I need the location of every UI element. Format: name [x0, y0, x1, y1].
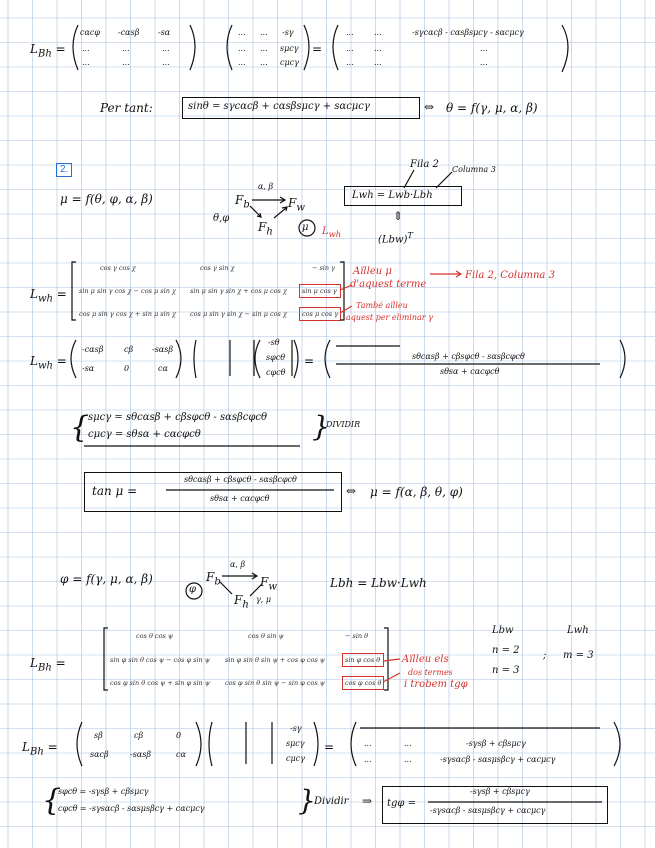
- lbh-mult-m1-r2c1: sαcβ: [90, 750, 109, 759]
- red-arrow: [383, 659, 400, 661]
- paren: [314, 722, 318, 766]
- res-r3c1: ...: [346, 58, 354, 67]
- m1-r3c3: ...: [162, 58, 170, 67]
- paren: [614, 722, 620, 766]
- dims-separator: ;: [543, 650, 547, 661]
- lwh-m-r2c1: sin μ sin γ cos χ − cos μ sin χ: [79, 287, 176, 295]
- paren: [209, 722, 212, 766]
- sys-eq1: sμcγ = sθcαsβ + cβsφcθ - sαsβcφcθ: [88, 412, 267, 423]
- diag3-fb: $F_b$: [206, 570, 221, 588]
- m1-r1c1: cαcφ: [80, 28, 100, 37]
- paren: [351, 722, 356, 766]
- note-aquest-terme: d'aquest terme: [350, 279, 427, 290]
- arrow-columna: [436, 172, 452, 188]
- lbh-mult-m2-r1: -sγ: [290, 724, 302, 733]
- m1-r2c3: ...: [162, 44, 170, 53]
- lwh-m-r2c2: sin μ sin γ sin χ + cos μ cos χ: [190, 287, 287, 295]
- lbh-mult-m1-r2c2: -sαsβ: [130, 750, 151, 759]
- last-right-brace: }: [298, 784, 316, 817]
- note-aillem-mu: Aïlleu μ: [353, 266, 392, 277]
- m1-r2c2: ...: [122, 44, 130, 53]
- arrow: [222, 573, 257, 579]
- paren: [196, 722, 201, 766]
- tan-mu-lhs: tan μ =: [92, 484, 138, 498]
- m3-label: m = 3: [563, 650, 594, 661]
- lwh-mult-res1: sθcαsβ + cβsφcθ - sαsβcφcθ: [412, 352, 525, 361]
- lbh-m-r1c3: − sin θ: [345, 632, 369, 640]
- lbh-mult-m1-r1c2: cβ: [134, 731, 144, 740]
- res-r1c3: -sγcαcβ - cαsβsμcγ - sαcμcγ: [412, 28, 524, 37]
- lwh-product-eq: Lwh = Lwb·Lbh: [352, 190, 433, 201]
- lbh-m-r2c2: sin φ sin θ sin ψ + cos φ cos ψ: [225, 656, 325, 664]
- tan-implies: ⇔: [346, 484, 357, 498]
- lwh-m-r1c3: − sin γ: [312, 264, 336, 272]
- paren: [304, 25, 309, 70]
- m1-r3c2: ...: [122, 58, 130, 67]
- system-brace: {: [70, 410, 90, 445]
- arrow-fh-fw: [274, 207, 287, 218]
- lbh-mult-m1-r1c1: sβ: [94, 731, 103, 740]
- red-arrow: [383, 673, 400, 682]
- paren: [194, 340, 196, 378]
- phi-function: φ = f(γ, μ, α, β): [60, 572, 153, 586]
- m2-r1c3: -sγ: [282, 28, 294, 37]
- double-arrow: ⇕: [393, 209, 404, 223]
- lbh-label: $L_{Bh}$ =: [30, 42, 66, 60]
- lwh-mult-m1-r2c1: -sα: [82, 364, 95, 373]
- lbh-res-r2c1: ...: [364, 755, 372, 764]
- lbw-label: Lbw: [492, 625, 514, 636]
- diag3-circle-phi: φ: [189, 584, 197, 595]
- lbh-m-r1c2: cos θ sin ψ: [248, 632, 284, 640]
- last-brace: {: [42, 783, 62, 818]
- res-r3c2: ...: [374, 58, 382, 67]
- res-r2c1: ...: [346, 44, 354, 53]
- lbh-res-r1c3: -sγsβ + cβsμcγ: [466, 739, 526, 748]
- m2-r3c3: cμcγ: [280, 58, 299, 67]
- lwh-mult-m2-r1: -sθ: [268, 338, 280, 347]
- res-r1c2: ...: [374, 28, 382, 37]
- m2-r3c2: ...: [260, 58, 268, 67]
- lbh-matrix-label: $L_{Bh}$ =: [30, 656, 66, 674]
- lwh-label: Lwh: [567, 625, 589, 636]
- diag2-fh: $F_h$: [258, 220, 273, 238]
- note-fila-columna: Fila 2, Columna 3: [465, 270, 555, 281]
- circle-phi: [186, 583, 202, 599]
- columna-label: Columna 3: [452, 165, 496, 174]
- lwh-m-r3c3: cos μ cos γ: [302, 310, 339, 318]
- lwh-mult-equals: =: [304, 354, 315, 368]
- paren: [73, 25, 78, 70]
- lwh-mult-m1-r1c3: -sαsβ: [152, 345, 173, 354]
- theta-function: θ = f(γ, μ, α, β): [446, 101, 538, 115]
- tan-mu-num: sθcαsβ + cβsφcθ - sαsβcφcθ: [184, 475, 297, 484]
- diag2-theta-phi: θ,φ: [213, 213, 230, 224]
- dividir-label: DIVIDIR: [326, 420, 361, 429]
- red-arrow: [340, 285, 352, 290]
- diag3-fh: $F_h$: [234, 593, 249, 611]
- sys-eq2: cμcγ = sθsα + cαcφcθ: [88, 429, 201, 440]
- red-arrow-right: [430, 271, 461, 277]
- lbh-res-r1c2: ...: [404, 739, 412, 748]
- per-tant-eq: sinθ = sγcαcβ + cαsβsμcγ + sαcμcγ: [188, 101, 370, 112]
- paren: [255, 340, 260, 378]
- fila-label: Fila 2: [410, 159, 439, 170]
- lbh-res-r1c1: ...: [364, 739, 372, 748]
- n2-label: n = 2: [492, 645, 520, 656]
- lwh-mult-m2-r3: cφcθ: [266, 368, 286, 377]
- lbh-mult-m2-r2: sμcγ: [286, 739, 305, 748]
- stroke-lines: [336, 346, 600, 364]
- bar: [246, 722, 272, 764]
- m1-r2c1: ...: [82, 44, 90, 53]
- lbh-m-r2c3: sin φ cos θ: [345, 656, 381, 664]
- lwh-mult-m1-r1c2: cβ: [124, 345, 134, 354]
- arrow-fb-fw: [252, 197, 285, 203]
- lwh-mult-m1-r1c1: -cαsβ: [82, 345, 104, 354]
- lwh-mult-m2-r2: sφcθ: [266, 353, 286, 362]
- tgphi-den: -sγsαcβ - sαsμsβcγ + cαcμcγ: [430, 806, 546, 815]
- lbh-mult-label: $L_{Bh}$ =: [22, 740, 58, 758]
- diag3-fw: $F_w$: [260, 575, 277, 593]
- mu-function: μ = f(θ, φ, α, β): [60, 192, 153, 206]
- note-dos-termes: dos termes: [408, 668, 453, 677]
- equals: =: [312, 42, 323, 56]
- lwh-mult-res2: sθsα + cαcφcθ: [440, 367, 500, 376]
- res-r2c2: ...: [374, 44, 382, 53]
- per-tant-implies: ⇔: [424, 100, 435, 114]
- diag2-fb: $F_b$: [235, 193, 250, 211]
- diag3-top: α, β: [230, 560, 246, 569]
- arrow-fb-fh: [250, 206, 261, 217]
- m2-r1c2: ...: [260, 28, 268, 37]
- n3-label: n = 3: [492, 665, 520, 676]
- mu-result: μ = f(α, β, θ, φ): [370, 485, 463, 499]
- implies-arrow: ⇒: [362, 794, 373, 808]
- lbh-m-r2c1: sin φ sin θ cos ψ − cos φ sin ψ: [110, 656, 210, 664]
- diag2-top-label: α, β: [258, 182, 274, 191]
- diag2-fw: $F_w$: [288, 196, 305, 214]
- lbh-mult-equals: =: [324, 740, 335, 754]
- diag3-gamma-mu: γ, μ: [256, 595, 272, 604]
- tan-mu-den: sθsα + cαcφcθ: [210, 494, 270, 503]
- arrow: [220, 582, 232, 594]
- lwh-mult-m1-r2c2: 0: [124, 364, 130, 373]
- paren: [71, 340, 76, 378]
- paren: [562, 25, 568, 72]
- lbh-product-eq: Lbh = Lbw·Lwh: [330, 576, 427, 590]
- lbh-mult-m1-r1c3: 0: [176, 731, 182, 740]
- lbh-mult-m2-r3: cμcγ: [286, 754, 305, 763]
- paren: [620, 340, 625, 378]
- arrow-fila: [404, 170, 414, 188]
- paren: [294, 340, 298, 378]
- lwh-m-r1c2: cos γ sin χ: [200, 264, 235, 272]
- diag2-red-lwh: $L_{wh}$: [322, 226, 342, 239]
- m2-r2c1: ...: [238, 44, 246, 53]
- lbh-m-r3c2: cos φ sin θ sin ψ − sin φ cos ψ: [225, 679, 325, 687]
- arrow: [250, 584, 262, 596]
- bracket: [72, 262, 76, 320]
- section-2-number: 2.: [56, 163, 72, 177]
- note-aillem-els: Aïlleu els: [402, 654, 449, 665]
- paren: [333, 25, 338, 70]
- paren: [176, 340, 181, 378]
- res-r2c3: ...: [480, 44, 488, 53]
- system-right-brace: }: [312, 410, 330, 443]
- paren: [77, 722, 82, 766]
- res-r3c3: ...: [480, 58, 488, 67]
- paren: [325, 340, 330, 378]
- lwh-m-r1c1: cos γ cos χ: [100, 264, 136, 272]
- lbh-m-r3c3: cos φ cos θ: [345, 679, 382, 687]
- lwh-matrix-label: $L_{wh}$ =: [30, 287, 67, 305]
- last-eq2: cφcθ = -sγsαcβ - sαsμsβcγ + cαcμcγ: [58, 804, 205, 813]
- m1-r1c3: -sα: [158, 28, 171, 37]
- lbh-m-r1c1: cos θ cos ψ: [136, 632, 173, 640]
- m1-r3c1: ...: [82, 58, 90, 67]
- lbh-m-r3c1: cos φ sin θ cos ψ + sin φ sin ψ: [110, 679, 210, 687]
- m2-r3c1: ...: [238, 58, 246, 67]
- paren: [227, 25, 232, 70]
- dividir-label-2: Dividir: [314, 796, 349, 807]
- lbh-res-r2c2: ...: [404, 755, 412, 764]
- lwh-m-r3c2: cos μ sin γ sin χ − sin μ cos χ: [190, 310, 287, 318]
- res-r1c1: ...: [346, 28, 354, 37]
- m2-r2c2: ...: [260, 44, 268, 53]
- bar: [254, 340, 292, 376]
- diag2-circle-mu: μ: [302, 222, 309, 233]
- m2-r1c1: ...: [238, 28, 246, 37]
- bracket: [104, 628, 108, 690]
- note-trobem-tgphi: i trobem tgφ: [404, 679, 468, 690]
- note-tambe: També aïlleu: [356, 301, 408, 310]
- lwh-m-r3c1: cos μ sin γ cos χ + sin μ sin χ: [79, 310, 176, 318]
- m1-r1c2: -cαsβ: [118, 28, 140, 37]
- circle-mu: [299, 220, 315, 236]
- m2-r2c3: sμcγ: [280, 44, 299, 53]
- lwh-m-r2c3: sin μ cos γ: [302, 287, 337, 295]
- lbw-transpose: (Lbw)$^T$: [378, 230, 413, 246]
- lbh-res-r2c3: -sγsαcβ - sαsμsβcγ + cαcμcγ: [440, 755, 556, 764]
- lwh-mult-label: $L_{wh}$ =: [30, 354, 67, 372]
- red-arrow: [340, 306, 352, 313]
- lwh-mult-m1-r2c3: cα: [158, 364, 168, 373]
- note-eliminar-gamma: aquest per eliminar γ: [346, 313, 433, 322]
- per-tant-label: Per tant:: [100, 101, 153, 115]
- last-eq1: sφcθ = -sγsβ + cβsμcγ: [58, 787, 149, 796]
- paren: [190, 25, 195, 70]
- tgphi-num: -sγsβ + cβsμcγ: [470, 787, 530, 796]
- lbh-mult-m1-r2c3: cα: [176, 750, 186, 759]
- tgphi-lhs: tgφ =: [387, 798, 416, 809]
